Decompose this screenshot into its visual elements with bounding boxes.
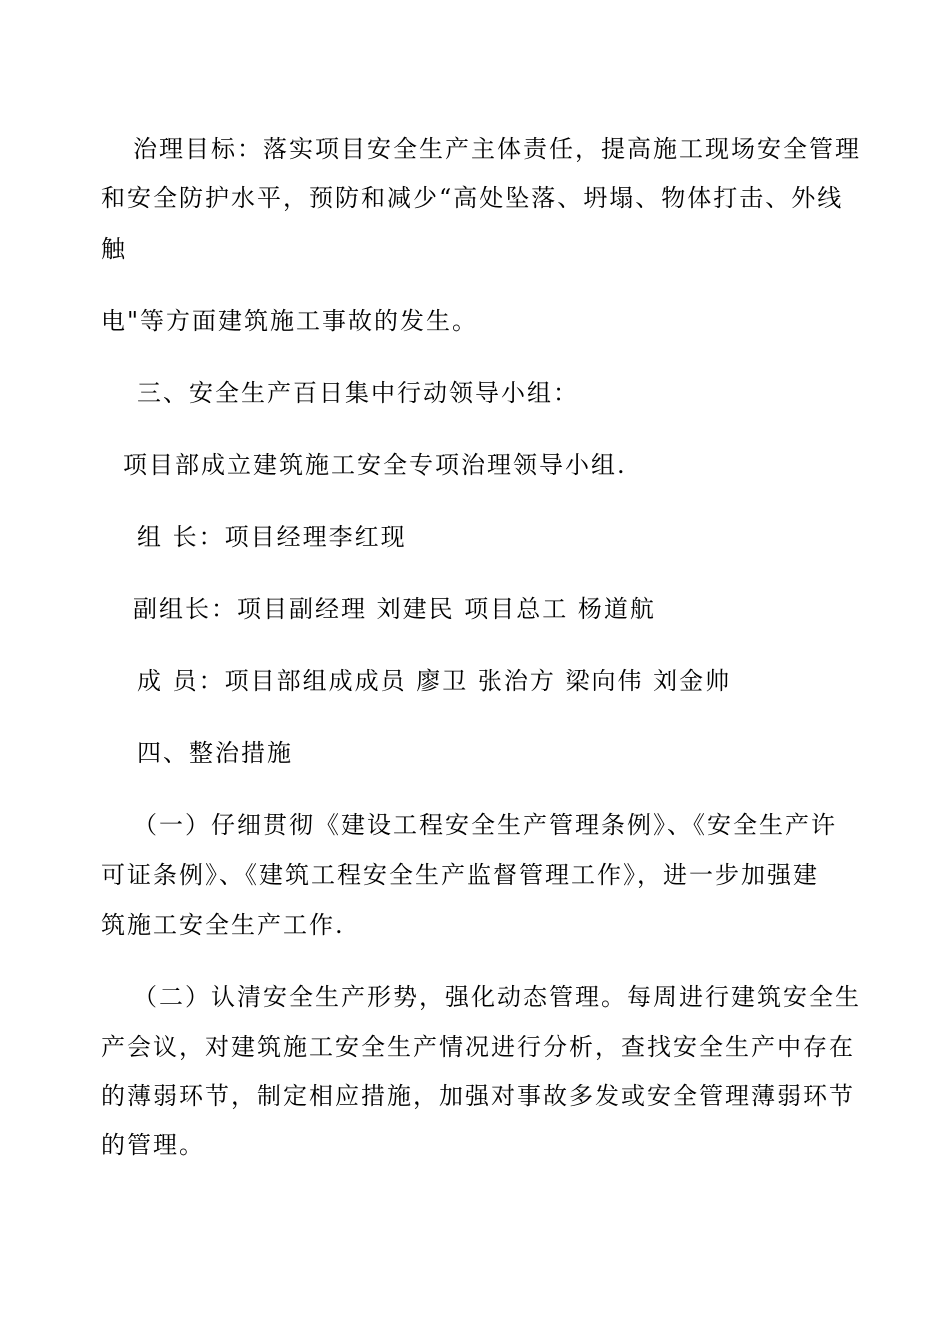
section4-heading: 四、整治措施 [137, 739, 293, 767]
goal-line-3: 触 [101, 235, 127, 263]
measure-2-line-4: 的管理。 [101, 1131, 205, 1159]
leader-line: 组 长：项目经理李红现 [137, 523, 407, 551]
section3-intro: 项目部成立建筑施工安全专项治理领导小组. [123, 451, 627, 479]
goal-line-4: 电"等方面建筑施工事故的发生。 [101, 307, 479, 335]
measure-2-line-3: 的薄弱环节，制定相应措施，加强对事故多发或安全管理薄弱环节 [101, 1082, 855, 1110]
section3-heading: 三、安全生产百日集中行动领导小组： [137, 379, 579, 407]
measure-2-line-1: （二）认清安全生产形势，强化动态管理。每周进行建筑安全生 [133, 983, 861, 1011]
measure-1-line-2: 可证条例》、《建筑工程安全生产监督管理工作》，进一步加强建 [101, 861, 819, 889]
members-line: 成 员：项目部组成成员 廖卫 张治方 梁向伟 刘金帅 [137, 667, 732, 695]
measure-1-line-3: 筑施工安全生产工作. [101, 911, 345, 939]
deputy-line: 副组长：项目副经理 刘建民 项目总工 杨道航 [133, 595, 656, 623]
goal-line-2: 和安全防护水平，预防和减少“高处坠落、坍塌、物体打击、外线 [101, 184, 844, 212]
goal-line-1: 治理目标：落实项目安全生产主体责任，提高施工现场安全管理 [133, 135, 861, 163]
measure-1-line-1: （一）仔细贯彻《建设工程安全生产管理条例》、《安全生产许 [133, 811, 837, 839]
measure-2-line-2: 产会议，对建筑施工安全生产情况进行分析，查找安全生产中存在 [101, 1033, 855, 1061]
